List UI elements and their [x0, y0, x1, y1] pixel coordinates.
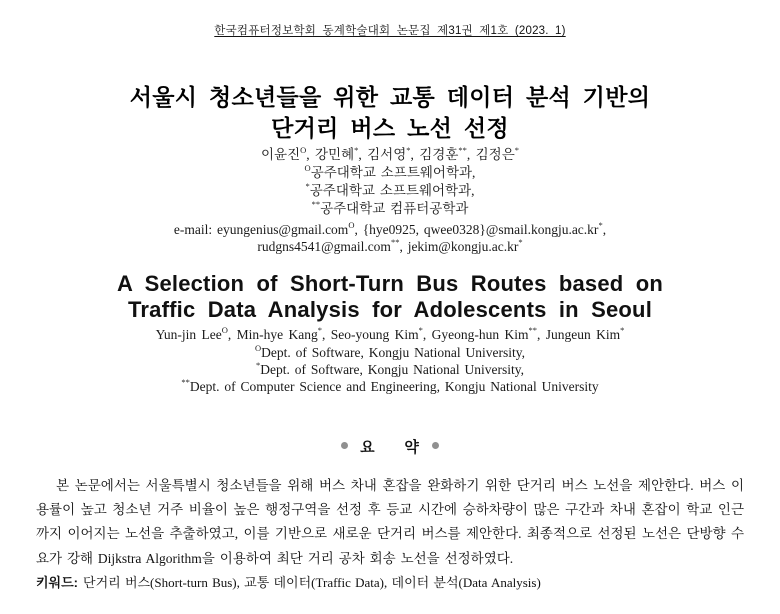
english-title: [36, 271, 744, 323]
abstract-heading-text: 요 약: [360, 440, 420, 456]
english-affiliations: [36, 344, 744, 395]
author-mark: *: [620, 324, 625, 335]
author-name: 김서영: [367, 147, 407, 162]
author-separator: ,: [358, 147, 368, 162]
author-name: Min-hye Kang: [236, 327, 318, 342]
affiliation-mark: *: [305, 180, 310, 191]
author-name: 이윤진: [260, 147, 301, 162]
affiliation-line: [36, 361, 744, 378]
email-mark: *: [518, 236, 523, 247]
author-separator: ,: [422, 327, 432, 342]
author: [236, 324, 331, 342]
author: [315, 144, 368, 162]
email-line-2: [36, 238, 744, 255]
abstract-heading: [36, 439, 744, 457]
author-mark: O: [300, 144, 307, 155]
affiliation-text: 공주대학교 소프트웨어학과,: [309, 183, 475, 198]
author-separator: ,: [466, 147, 476, 162]
author-separator: ,: [321, 327, 331, 342]
korean-title-line1: 서울시 청소년들을 위한 교통 데이터 분석 기반의: [129, 84, 651, 110]
english-authors: [36, 326, 744, 343]
author-name: 강민혜: [315, 147, 355, 162]
keywords-line: [36, 574, 744, 591]
author-separator: ,: [536, 327, 546, 342]
korean-authors: [36, 146, 744, 163]
email-text: , {hye0925, qwee0328}@smail.kongju.ac.kr: [354, 222, 599, 237]
author: [155, 324, 237, 342]
affiliation-mark: O: [255, 342, 262, 353]
email-mark: *: [598, 219, 603, 230]
english-title-line2: Traffic Data Analysis for Adolescents in Seoul: [127, 297, 653, 322]
author-mark: O: [221, 324, 228, 335]
affiliation-mark: *: [255, 359, 261, 370]
author: [475, 144, 519, 162]
abstract-body: 본 논문에서는 서울특별시 청소년들을 위해 버스 차내 혼잡을 완화하기 위한 단거리 버스 노선을 제안한다. 버스 이용률이 높고 청소년 거주 비율이 높은 행정구역을 선정 후 등교 시간에 승하차량이 많은 구간과 차내 혼잡이 학교 인근까지 이어지는 노선을 추출하였고, 이를 기반으로 새로운 단거리 버스를 제안한다. 최종적으로 선정된 노선은 단방향 수요가 강해 Dijkstra Algorithm을 이용하여 최단 거리 공차 회송 노선을 선정하였다.: [36, 478, 744, 566]
korean-affiliations: [36, 164, 744, 218]
affiliation-text: Dept. of Computer Science and Engineering, Kongju National University: [189, 379, 599, 394]
korean-title: [36, 82, 744, 144]
affiliation-text: 공주대학교 컴퓨터공학과: [320, 201, 469, 216]
author-separator: ,: [227, 327, 237, 342]
author-separator: ,: [410, 147, 420, 162]
english-title-line1: A Selection of Short-Turn Bus Routes based on: [116, 271, 664, 296]
author: [330, 324, 432, 342]
journal-header: 한국컴퓨터정보학회 동계학술대회 논문집 제31권 제1호 (2023. 1): [214, 25, 566, 37]
email-mark: **: [390, 236, 400, 247]
keywords-label: 키워드:: [36, 574, 79, 590]
author-separator: ,: [306, 147, 315, 162]
author-mark: *: [514, 144, 519, 155]
affiliation-line: [36, 200, 744, 218]
email-mark: O: [348, 219, 355, 230]
author-mark: *: [317, 324, 322, 335]
korean-title-line2: 단거리 버스 노선 선정: [271, 115, 509, 141]
author: [367, 144, 420, 162]
author-mark: **: [458, 144, 467, 155]
email-line-1: [36, 221, 744, 238]
author-mark: **: [528, 324, 537, 335]
author-name: 김정은: [475, 147, 515, 162]
email-block: [36, 221, 744, 255]
abstract-bullet-icon: [432, 442, 439, 449]
author: [545, 324, 625, 342]
author-name: 김경훈: [419, 147, 459, 162]
email-text: , jekim@kongju.ac.kr: [399, 239, 519, 254]
author-mark: *: [354, 144, 359, 155]
author-name: Jungeun Kim: [545, 327, 621, 342]
author: [260, 144, 315, 162]
affiliation-text: Dept. of Software, Kongju National University,: [261, 345, 525, 360]
keywords-text: 단거리 버스(Short-turn Bus), 교통 데이터(Traffic Data), 데이터 분석(Data Analysis): [83, 574, 541, 590]
affiliation-line: [36, 182, 744, 200]
affiliation-line: [36, 344, 744, 361]
email-text: ,: [602, 222, 607, 237]
affiliation-mark: **: [181, 376, 190, 387]
author-mark: *: [418, 324, 423, 335]
author-mark: *: [406, 144, 411, 155]
affiliation-line: [36, 164, 744, 182]
author-name: Gyeong-hun Kim: [431, 327, 529, 342]
affiliation-text: Dept. of Software, Kongju National University,: [260, 362, 525, 377]
abstract-bullet-icon: [341, 442, 348, 449]
email-text: e-mail: eyungenius@gmail.com: [173, 222, 349, 237]
affiliation-line: [36, 378, 744, 395]
author: [431, 324, 546, 342]
affiliation-mark: **: [311, 198, 321, 209]
author: [419, 144, 476, 162]
email-text: rudgns4541@gmail.com: [257, 239, 391, 254]
affiliation-text: 공주대학교 소프트웨어학과,: [310, 165, 476, 180]
affiliation-mark: O: [304, 162, 311, 173]
author-name: Seo-young Kim: [330, 327, 419, 342]
author-name: Yun-jin Lee: [155, 327, 222, 342]
